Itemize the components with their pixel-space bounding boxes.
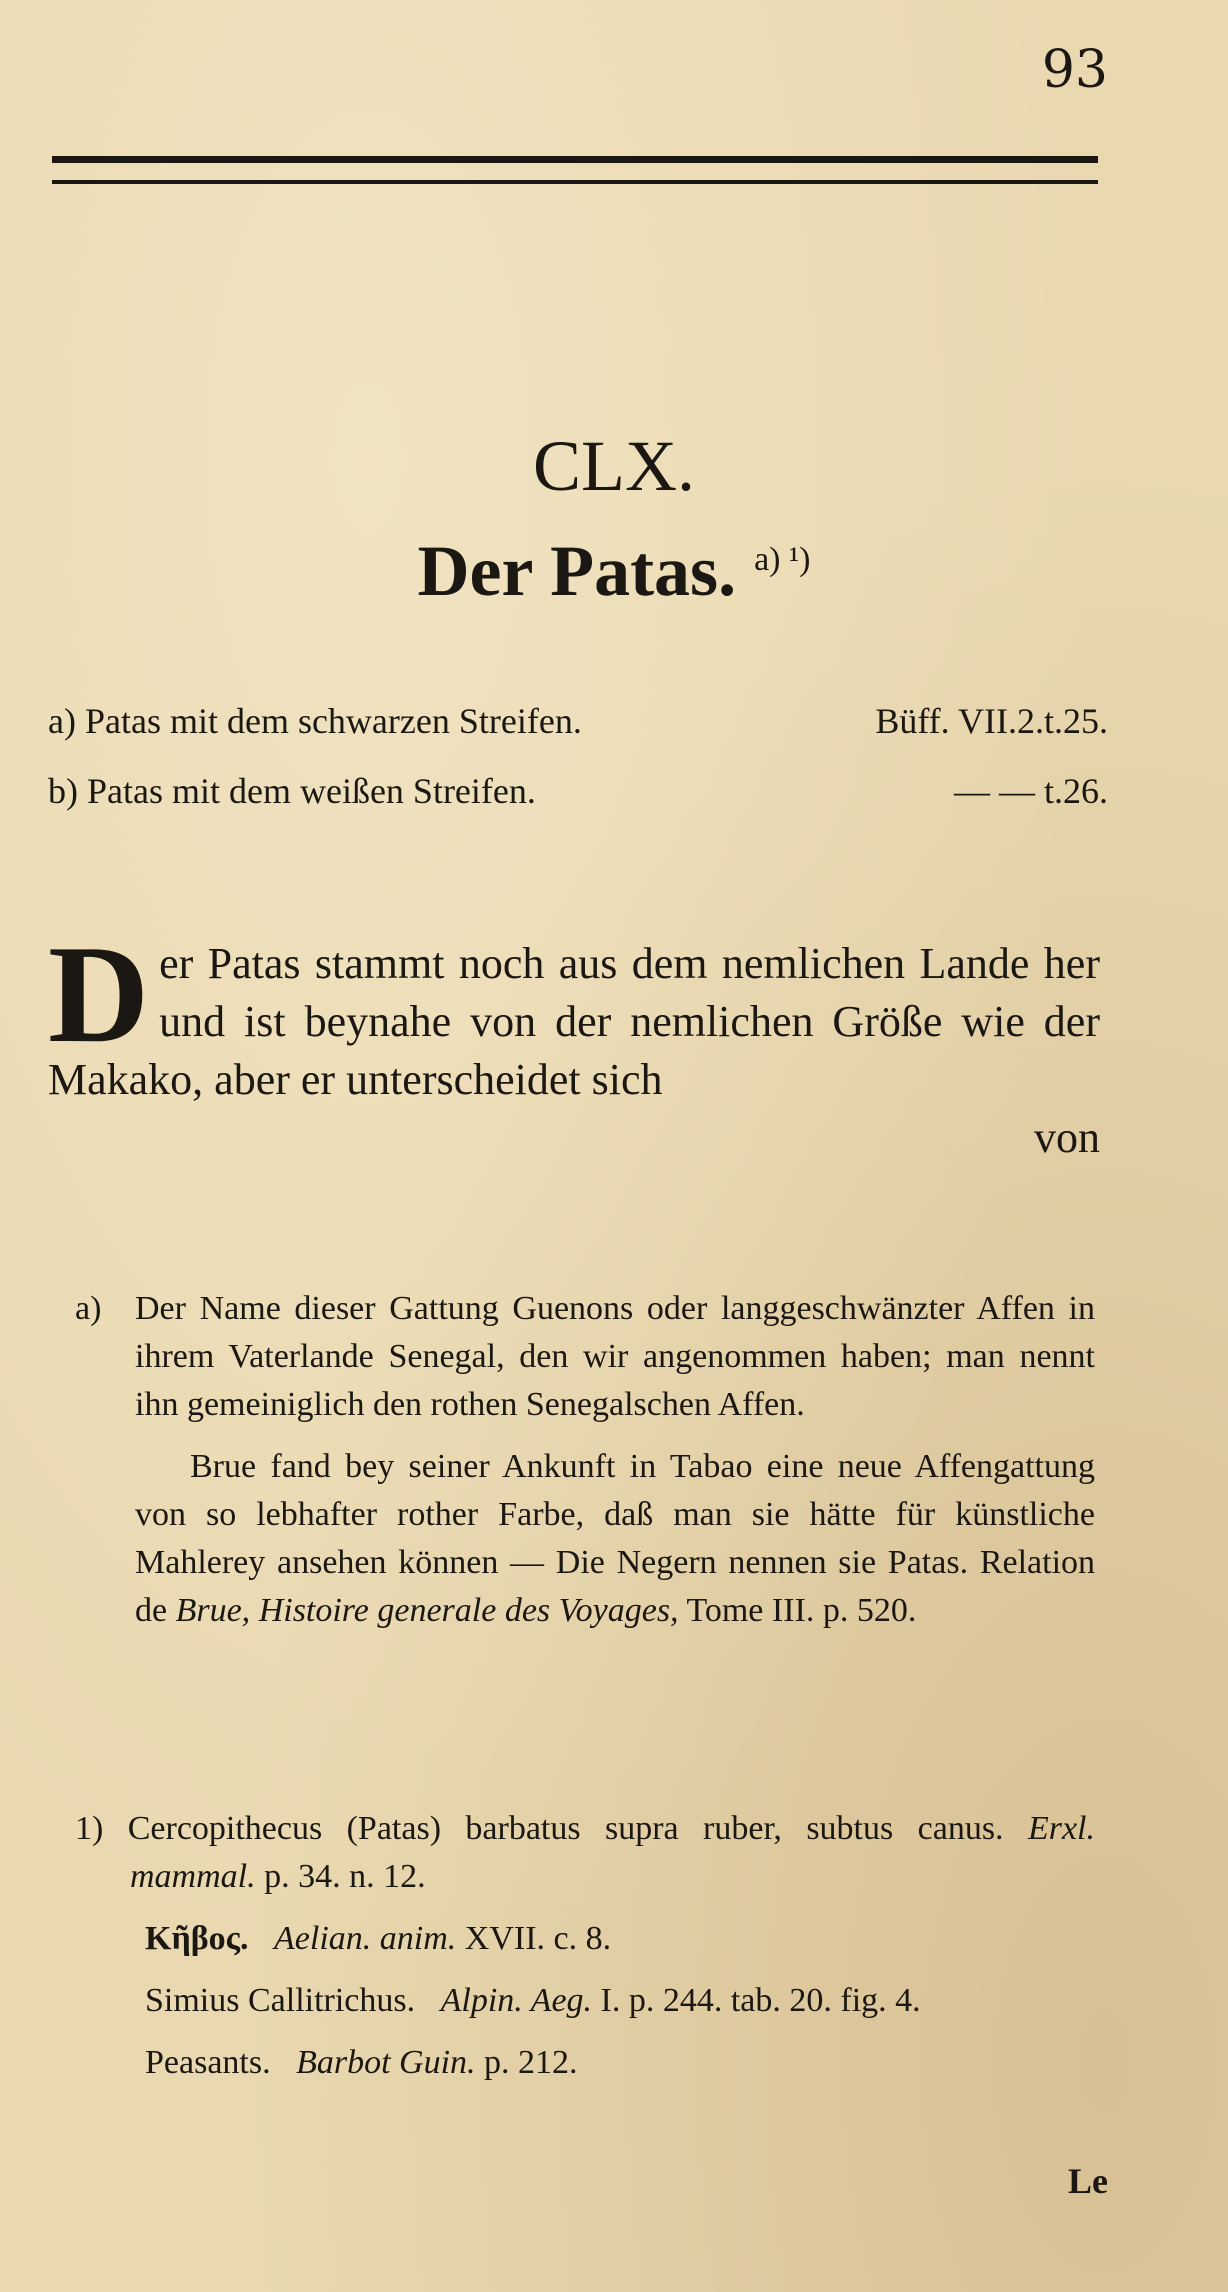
main-paragraph: er Patas stammt noch aus dem nemlichen Lande her und ist beynahe von der nemlichen Größe wie der Makako, aber er unterscheidet sich [48, 939, 1100, 1104]
footnote-a-relation: Relation de [135, 1544, 1096, 1629]
footnote-1-line-2 [75, 1915, 1095, 1963]
footnote-1-line-2-ref-italic: Aelian. anim. [274, 1920, 457, 1957]
footnote-1-line-4 [75, 2039, 1095, 2087]
header-rule-thin [52, 180, 1098, 184]
footnote-a-histoire: Histoire generale des Voyages, [258, 1592, 679, 1629]
catchword: Le [1068, 2161, 1108, 2201]
footnote-a-brue: Brue, [175, 1592, 251, 1629]
variety-b-text: b) Patas mit dem weißen Streifen. [48, 771, 536, 811]
footnote-1-line-1-ref-italic: Erxl. mammal. [130, 1810, 1096, 1895]
drop-cap: D [48, 917, 150, 1072]
chapter-title [0, 530, 1228, 613]
footnote-1-line-3-ref: I. p. 244. tab. 20. fig. 4. [600, 1982, 921, 2019]
footnote-a-para1: Der Name dieser Gattung Guenons oder langgeschwänzter Affen in ihrem Vaterlande Senegal, den wir angenommen haben; man nennt ihn gemeiniglich den rothen Senegalschen Affen. [135, 1290, 1095, 1423]
footnote-1-line-3-ref-italic: Alpin. Aeg. [440, 1982, 593, 2019]
footnote-1-line-2-ref: XVII. c. 8. [464, 1920, 612, 1957]
page-number: 93 [1041, 40, 1108, 100]
chapter-number: CLX. [533, 426, 695, 506]
footnote-a [75, 1285, 1095, 1635]
header-rule-thick [52, 156, 1098, 163]
chapter-title-text: Der Patas. [417, 531, 737, 611]
footnote-1-line-3 [75, 1977, 1095, 2025]
variety-line-b [48, 770, 1108, 812]
variety-line-a [48, 700, 1108, 742]
footnote-a-label: a) [75, 1290, 102, 1327]
footnote-1-line-3-text: Simius Callitrichus. [145, 1982, 416, 2019]
variety-a-ref: Büff. VII.2.t.25. [875, 701, 1108, 741]
footnote-1-greek: Κῆβος. [145, 1920, 249, 1957]
footnote-1-line-4-ref: p. 212. [484, 2044, 578, 2081]
variety-b-ref: — — t.26. [953, 771, 1108, 811]
footnote-1-line-1-ref: p. 34. n. 12. [264, 1858, 426, 1895]
main-paragraph-last-word: von [1034, 1113, 1100, 1162]
variety-a-text: a) Patas mit dem schwarzen Streifen. [48, 701, 582, 741]
footnote-1-line-4-ref-italic: Barbot Guin. [296, 2044, 476, 2081]
footnote-1-line-1-text: 1) Cercopithecus (Patas) barbatus supra ruber, subtus canus. [75, 1810, 1004, 1847]
footnote-1-line-1 [75, 1805, 1095, 1901]
footnote-1-line-4-text: Peasants. [145, 2044, 271, 2081]
footnote-1 [75, 1805, 1095, 2101]
footnote-a-para2 [135, 1443, 1095, 1635]
main-text [48, 917, 1100, 1167]
chapter-title-notes: a) ¹) [754, 541, 811, 578]
footnote-a-tome: Tome III. p. 520. [686, 1592, 917, 1629]
footnote-a-para2-start: Brue fand bey seiner Ankunft in Tabao eine neue Affengattung von so lebhafter rother Farbe, daß man sie hätte für künstliche Mahlerey ansehen können — Die Negern nennen sie Patas. [135, 1448, 1095, 1581]
